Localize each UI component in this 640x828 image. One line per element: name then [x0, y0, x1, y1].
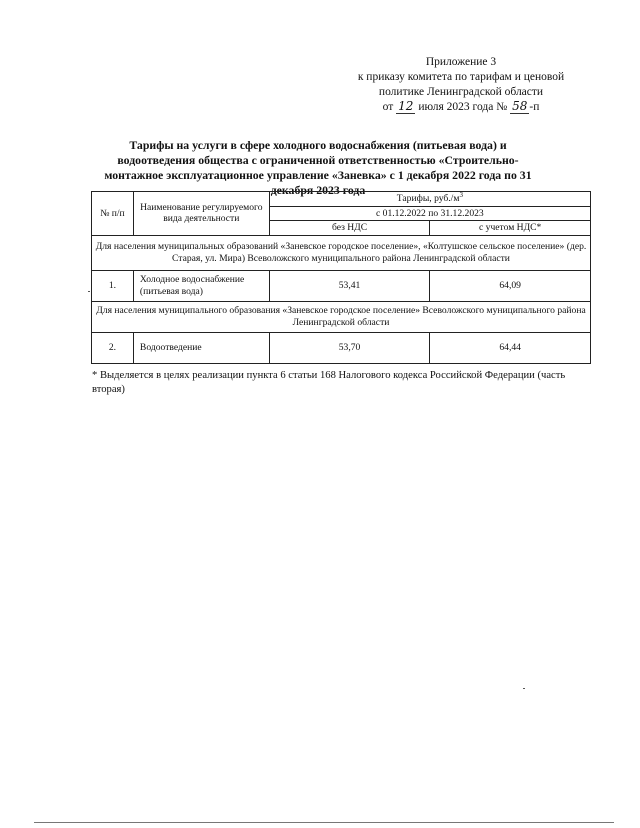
row-tariff-with-vat: 64,09: [430, 270, 591, 301]
header-row-1: [92, 192, 591, 207]
row-name: Холодное водоснабжение (питьевая вода): [133, 270, 269, 301]
scan-speck: [523, 688, 525, 689]
annex-header: [330, 55, 592, 115]
annex-number-suffix: -п: [529, 101, 540, 113]
header-tariffs: [269, 192, 590, 207]
row-tariff-no-vat: 53,70: [269, 332, 430, 363]
header-tariffs-label: Тарифы, руб./м: [396, 193, 460, 204]
handwritten-order-number: 58: [512, 99, 528, 113]
annex-line-3: политике Ленинградской области: [378, 86, 544, 98]
section-heading-row: [92, 235, 591, 270]
row-name: Водоотведение: [133, 332, 269, 363]
row-num: 1.: [92, 270, 134, 301]
table-row: [92, 270, 591, 301]
section-heading-1: Для населения муниципальных образований «Заневское городское поселение», «Колтушское сельское поселение» (дер. Старая, ул. Мира) Всеволожского муниципального района Ленинградской области: [92, 235, 591, 270]
footnote: * Выделяется в целях реализации пункта 6 статьи 168 Налогового кодекса Российской Федерации (часть вторая): [92, 370, 566, 395]
section-heading-2: Для населения муниципального образования «Заневское городское поселение» Всеволожского муниципального района Ленинградской области: [92, 301, 591, 332]
tariff-table: [91, 191, 591, 364]
header-with-vat: с учетом НДС*: [430, 221, 591, 236]
annex-date-prefix: от: [382, 101, 394, 113]
section-heading-row: [92, 301, 591, 332]
header-tariffs-sup: 3: [459, 190, 463, 199]
row-num: 2.: [92, 332, 134, 363]
annex-date-rest: июля 2023 года №: [418, 101, 508, 113]
annex-line-2: к приказу комитета по тарифам и ценовой: [357, 71, 565, 83]
row-tariff-with-vat: 64,44: [430, 332, 591, 363]
header-num: № п/п: [92, 192, 134, 236]
header-name: Наименование регулируемого вида деятельности: [133, 192, 269, 236]
row-tariff-no-vat: 53,41: [269, 270, 430, 301]
header-period: с 01.12.2022 по 31.12.2023: [269, 206, 590, 221]
table-row: [92, 332, 591, 363]
annex-line-1: Приложение 3: [425, 56, 497, 68]
handwritten-day: 12: [398, 99, 414, 113]
page-bottom-rule: [34, 822, 614, 823]
annex-date-line: [330, 100, 592, 115]
scan-speck: [88, 291, 90, 292]
header-no-vat: без НДС: [269, 221, 430, 236]
document-title: Тарифы на услуги в сфере холодного водоснабжения (питьевая вода) и водоотведения общества с ограниченной ответственностью «Строительно-монтажное эксплуатационное управление «Заневка» с 1 декабря 2022 года по 31 декабря 2023 года: [104, 138, 532, 197]
